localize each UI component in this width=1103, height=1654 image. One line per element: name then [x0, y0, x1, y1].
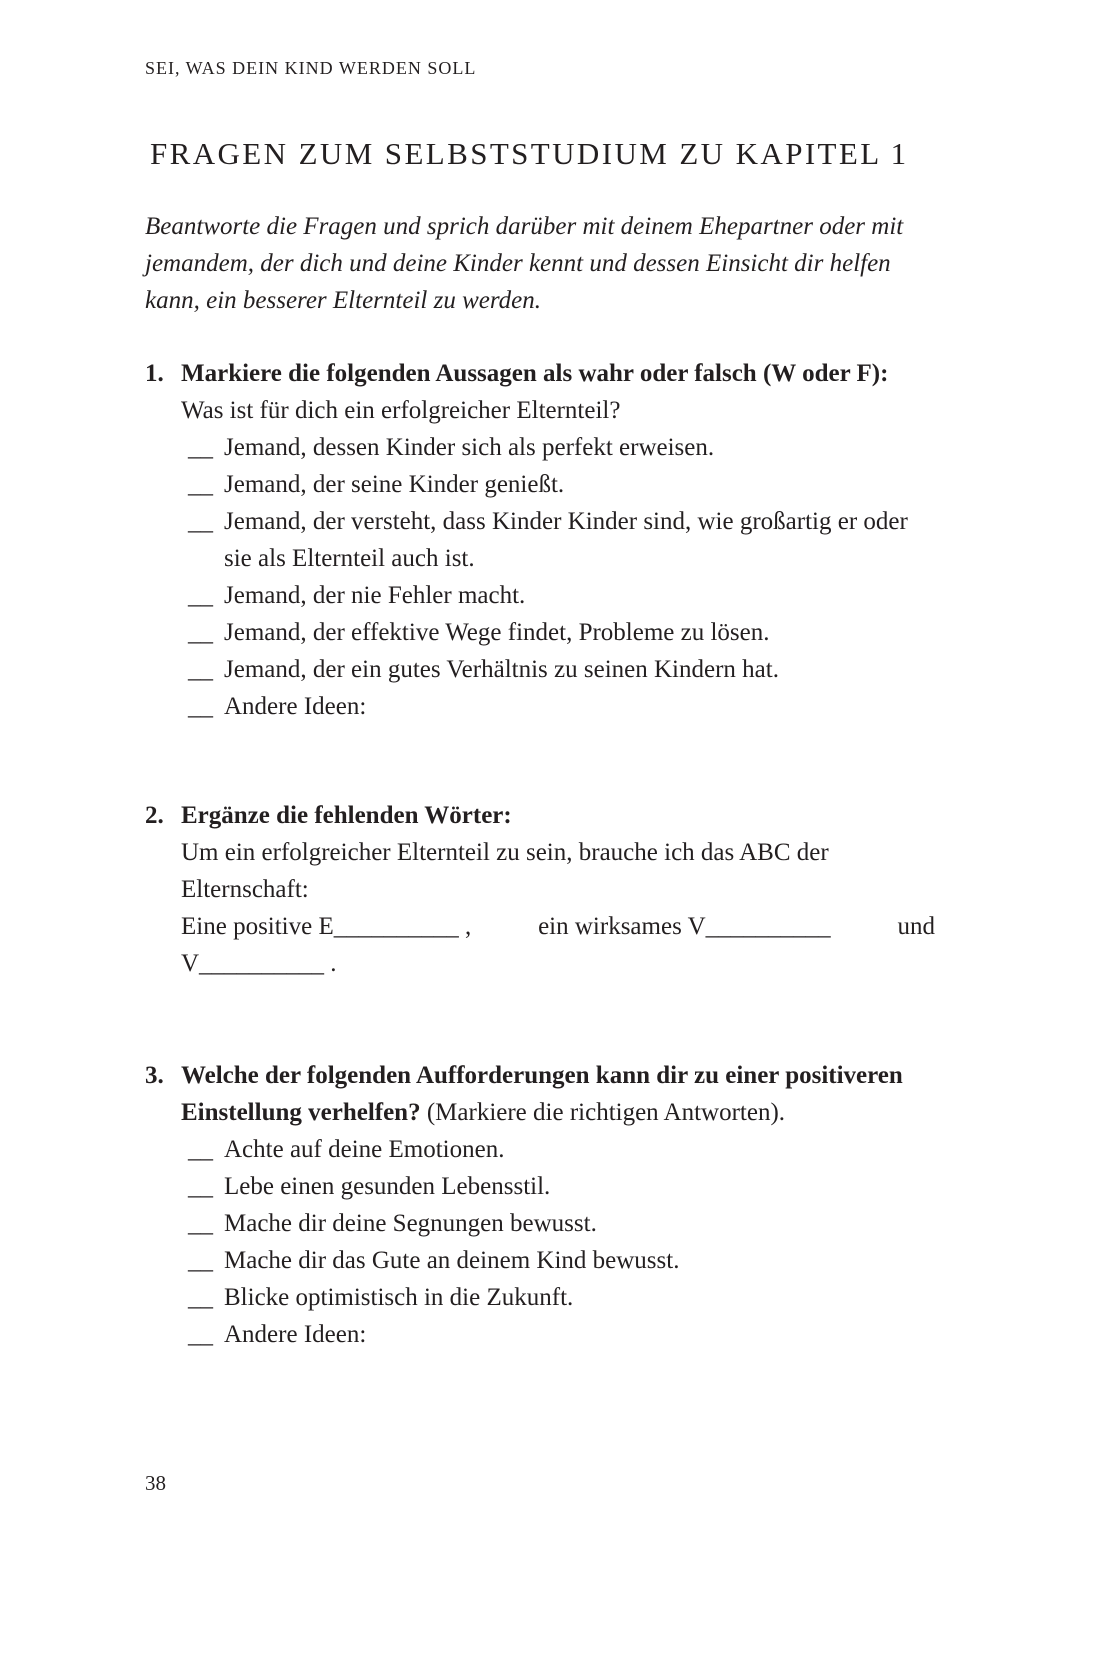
answer-item — [188, 577, 935, 614]
question-prompt: Markiere die folgenden Aussagen als wahr oder falsch (W oder F): — [181, 360, 889, 387]
question-3-header — [145, 1057, 935, 1131]
page-number: 38 — [145, 1471, 166, 1495]
question-1 — [145, 355, 935, 725]
answer-text: Andere Ideen: — [224, 693, 367, 720]
answer-item — [188, 1316, 935, 1353]
answer-item — [188, 1168, 935, 1205]
answer-text: Jemand, der ein gutes Verhältnis zu seinen Kindern hat. — [224, 656, 779, 683]
answer-item — [188, 1205, 935, 1242]
question-prompt: Ergänze die fehlenden Wörter: — [181, 802, 512, 829]
question-number: 2. — [145, 802, 164, 829]
answer-text: Jemand, der effektive Wege findet, Probleme zu lösen. — [224, 619, 770, 646]
answer-blank[interactable]: __ — [188, 1210, 213, 1237]
answer-blank[interactable]: __ — [188, 508, 213, 535]
answer-text: Jemand, der nie Fehler macht. — [224, 582, 526, 609]
question-prompt-bold: Welche der folgenden Aufforderungen kann dir zu einer positiveren Einstellung verhelfen? — [181, 1062, 903, 1126]
answer-blank[interactable]: __ — [188, 1247, 213, 1274]
answer-text: Jemand, der versteht, dass Kinder Kinder sind, wie großartig er oder sie als Elternteil auch ist. — [224, 508, 908, 572]
answer-item — [188, 466, 935, 503]
answer-item — [188, 1242, 935, 1279]
question-2-header — [145, 797, 935, 834]
question-body: Um ein erfolgreicher Elternteil zu sein, brauche ich das ABC der Elternschaft: — [181, 839, 829, 903]
answer-text: Mache dir deine Segnungen bewusst. — [224, 1210, 597, 1237]
answer-item — [188, 1279, 935, 1316]
answer-text: Jemand, der seine Kinder genießt. — [224, 471, 565, 498]
fill-in-conjunction: und — [897, 913, 935, 940]
question-2 — [145, 797, 935, 982]
answer-text: Mache dir das Gute an deinem Kind bewusst. — [224, 1247, 680, 1274]
answer-text: Andere Ideen: — [224, 1321, 367, 1348]
answer-blank[interactable]: __ — [188, 656, 213, 683]
answer-text: Achte auf deine Emotionen. — [224, 1136, 505, 1163]
intro-paragraph: Beantworte die Fragen und sprich darüber mit deinem Ehepartner oder mit jemandem, der dich und deine Kinder kennt und dessen Einsicht dir helfen kann, ein besserer Elternteil zu werden. — [145, 213, 904, 314]
question-3 — [145, 1057, 935, 1353]
fill-in-blank-e[interactable]: Eine positive E__________ , — [181, 913, 472, 940]
answer-item — [188, 688, 935, 725]
question-prompt-note: (Markiere die richtigen Antworten). — [420, 1099, 786, 1126]
answer-blank[interactable]: __ — [188, 619, 213, 646]
question-subprompt: Was ist für dich ein erfolgreicher Elternteil? — [181, 397, 621, 424]
running-head: SEI, WAS DEIN KIND WERDEN SOLL — [145, 58, 477, 78]
answer-item — [188, 651, 935, 688]
answer-blank[interactable]: __ — [188, 434, 213, 461]
answer-blank[interactable]: __ — [188, 582, 213, 609]
answer-blank[interactable]: __ — [188, 693, 213, 720]
fill-in-blank-v1[interactable]: ein wirksames V__________ — [538, 913, 831, 940]
question-number: 1. — [145, 360, 164, 387]
answer-text: Blicke optimistisch in die Zukunft. — [224, 1284, 574, 1311]
question-number: 3. — [145, 1062, 164, 1089]
answer-item — [188, 429, 935, 466]
answer-blank[interactable]: __ — [188, 1284, 213, 1311]
answer-item — [188, 1131, 935, 1168]
answer-text: Jemand, dessen Kinder sich als perfekt erweisen. — [224, 434, 715, 461]
answer-item — [188, 503, 935, 577]
question-1-header — [145, 355, 935, 392]
answer-text: Lebe einen gesunden Lebensstil. — [224, 1173, 551, 1200]
answer-blank[interactable]: __ — [188, 1136, 213, 1163]
question-prompt — [181, 1057, 935, 1131]
answer-blank[interactable]: __ — [188, 471, 213, 498]
fill-in-blank-v2[interactable]: V__________ . — [181, 950, 337, 977]
answer-blank[interactable]: __ — [188, 1321, 213, 1348]
fill-in-line — [181, 908, 935, 945]
page-title: FRAGEN ZUM SELBSTSTUDIUM ZU KAPITEL 1 — [150, 136, 909, 171]
answer-item — [188, 614, 935, 651]
answer-blank[interactable]: __ — [188, 1173, 213, 1200]
